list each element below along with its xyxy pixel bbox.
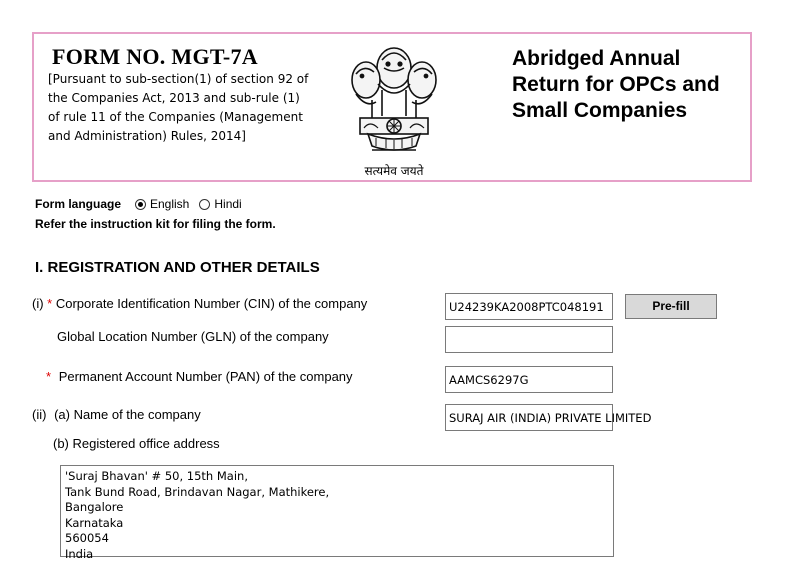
radio-selected-icon[interactable]	[135, 199, 146, 210]
cin-input[interactable]: U24239KA2008PTC048191	[445, 293, 613, 320]
required-mark: *	[47, 296, 52, 311]
registered-office-label: (b) Registered office address	[53, 436, 220, 451]
cin-label-row	[32, 296, 367, 311]
address-line: Bangalore	[65, 500, 613, 516]
emblem-motto: सत्यमेव जयते	[342, 162, 446, 179]
address-line: Tank Bund Road, Brindavan Nagar, Mathikere,	[65, 485, 613, 501]
address-line: Karnataka	[65, 516, 613, 532]
language-radio-english[interactable]	[135, 197, 189, 211]
company-name-input[interactable]: SURAJ AIR (INDIA) PRIVATE LIMITED	[445, 404, 613, 431]
form-language-row	[35, 197, 252, 211]
cin-label: Corporate Identification Number (CIN) of the company	[56, 296, 367, 311]
required-mark: *	[46, 369, 51, 384]
address-line: India	[65, 547, 613, 562]
form-title: Abridged Annual Return for OPCs and Small Companies	[512, 46, 750, 124]
language-radio-hindi[interactable]	[199, 197, 241, 211]
prefill-button[interactable]: Pre-fill	[625, 294, 717, 319]
form-language-label: Form language	[35, 197, 135, 211]
company-name-label: (a) Name of the company	[54, 407, 201, 422]
gln-label: Global Location Number (GLN) of the company	[57, 329, 329, 344]
radio-unselected-icon[interactable]	[199, 199, 210, 210]
national-emblem	[342, 38, 446, 180]
company-name-prefix: (ii)	[32, 407, 46, 422]
lion-capital-icon	[342, 38, 446, 162]
form-number: FORM NO. MGT-7A	[52, 44, 258, 70]
section-heading: I. REGISTRATION AND OTHER DETAILS	[35, 259, 320, 276]
address-line: 560054	[65, 531, 613, 547]
pursuant-text: [Pursuant to sub-section(1) of section 92 of the Companies Act, 2013 and sub-rule (1) of rule 11 of the Companies (Management and Administration) Rules, 2014]	[48, 70, 310, 146]
pan-label-row	[46, 369, 353, 384]
registered-office-textarea[interactable]	[60, 465, 614, 557]
address-line: 'Suraj Bhavan' # 50, 15th Main,	[65, 469, 613, 485]
language-option-label: English	[150, 197, 189, 211]
cin-prefix: (i)	[32, 296, 44, 311]
gln-input[interactable]	[445, 326, 613, 353]
pan-input[interactable]: AAMCS6297G	[445, 366, 613, 393]
pan-label: Permanent Account Number (PAN) of the company	[59, 369, 353, 384]
instruction-text: Refer the instruction kit for filing the form.	[35, 217, 276, 231]
language-option-label: Hindi	[214, 197, 241, 211]
company-name-label-row	[32, 407, 201, 422]
form-header	[32, 32, 752, 182]
